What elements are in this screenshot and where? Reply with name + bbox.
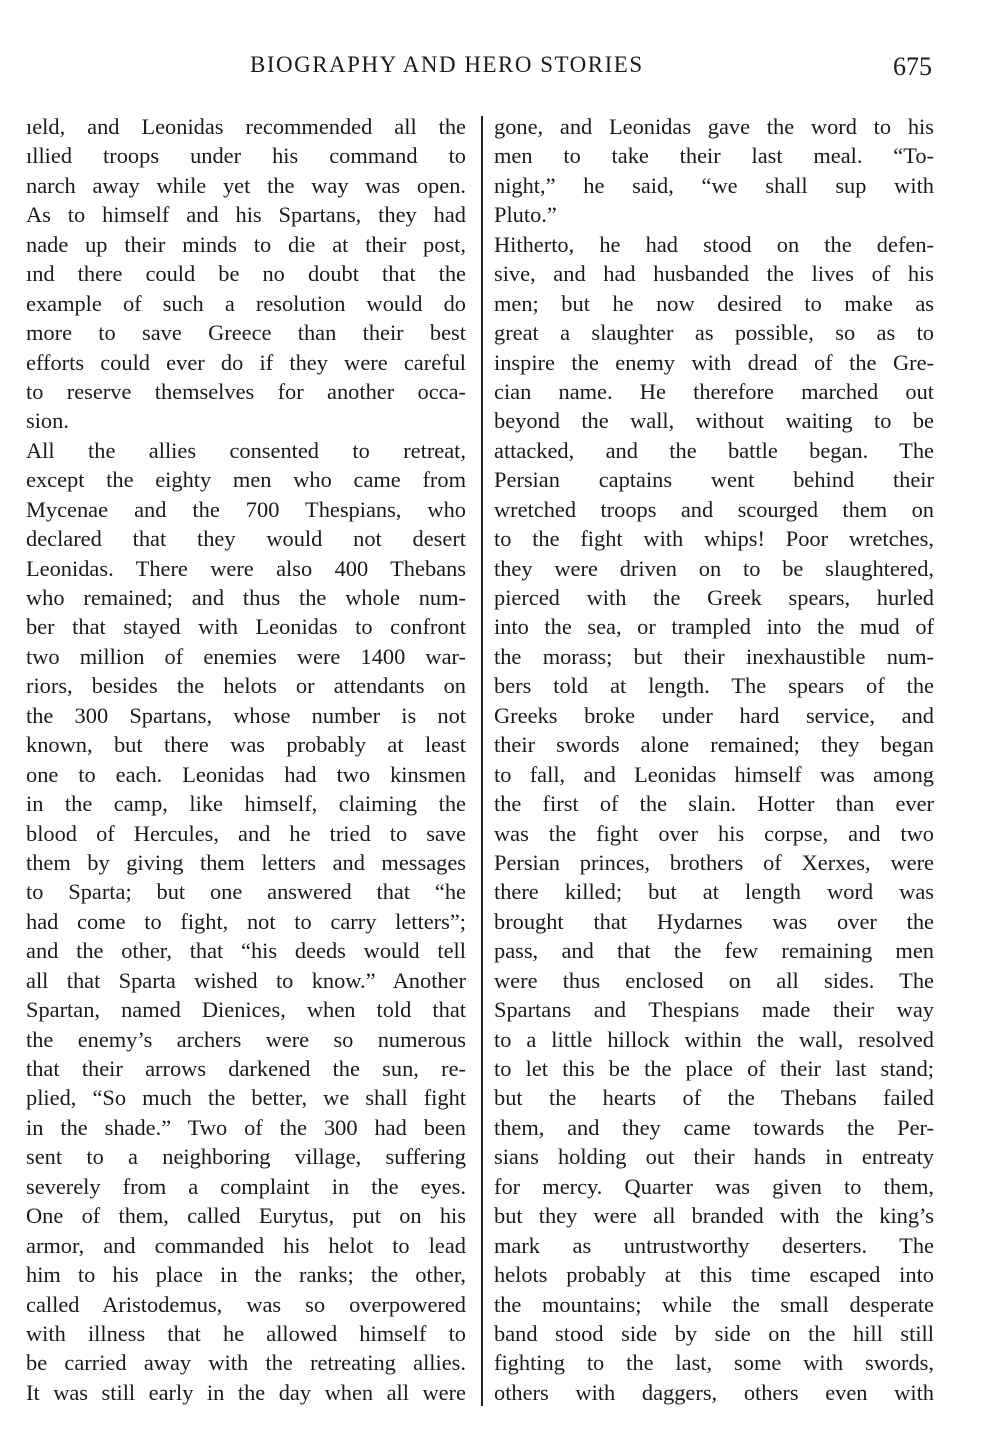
text-line: Leonidas. There were also 400 Thebans <box>26 555 466 581</box>
text-line: As to himself and his Spartans, they had <box>26 202 466 228</box>
text-line: more to save Greece than their best <box>26 320 466 346</box>
text-line: riors, besides the helots or attendants on <box>26 673 466 699</box>
text-line: men to take their last meal. “To- <box>494 143 934 169</box>
text-line: wretched troops and scourged them on <box>494 496 934 522</box>
text-line: sent to a neighboring village, suffering <box>26 1144 466 1170</box>
text-line: to Sparta; but one answered that “he <box>26 879 466 905</box>
text-line: the mountains; while the small desperate <box>494 1291 934 1317</box>
text-line: the morass; but their inexhaustible num- <box>494 643 934 669</box>
text-line: Persian captains went behind their <box>494 467 934 493</box>
text-line: who remained; and thus the whole num- <box>26 585 466 610</box>
text-line: declared that they would not desert <box>26 526 466 552</box>
text-line: nade up their minds to die at their post, <box>26 231 466 257</box>
text-line: others with daggers, others even with <box>494 1379 934 1405</box>
text-line: had come to fight, not to carry letters”; <box>26 908 466 934</box>
text-line: that their arrows darkened the sun, re- <box>26 1056 466 1081</box>
text-line: in the camp, like himself, claiming the <box>26 791 466 817</box>
text-line: all that Sparta wished to know.” Another <box>26 967 466 993</box>
text-line: beyond the wall, without waiting to be <box>494 408 934 434</box>
text-line: blood of Hercules, and he tried to save <box>26 820 466 846</box>
text-line: helots probably at this time escaped into <box>494 1262 934 1288</box>
text-line: ıllied troops under his command to <box>26 143 466 169</box>
page-number: 675 <box>893 52 932 81</box>
text-line: but the hearts of the Thebans failed <box>494 1085 934 1111</box>
text-line: sians holding out their hands in entreaty <box>494 1144 934 1170</box>
text-line: called Aristodemus, was so overpowered <box>26 1291 466 1317</box>
text-line: narch away while yet the way was open. <box>26 172 466 198</box>
text-line: to the fight with whips! Poor wretches, <box>494 526 934 552</box>
text-line: them by giving them letters and messages <box>26 849 466 875</box>
text-line: to fall, and Leonidas himself was among <box>494 761 934 787</box>
text-line: gone, and Leonidas gave the word to his <box>494 114 934 139</box>
text-line: Persian princes, brothers of Xerxes, were <box>494 849 934 875</box>
text-line: cian name. He therefore marched out <box>494 378 934 404</box>
column-divider <box>481 116 483 1406</box>
text-line: one to each. Leonidas had two kinsmen <box>26 761 466 787</box>
text-line: brought that Hydarnes was over the <box>494 908 934 934</box>
text-line: mark as untrustworthy deserters. The <box>494 1232 934 1258</box>
text-line: their swords alone remained; they began <box>494 732 934 758</box>
text-line: the first of the slain. Hotter than ever <box>494 791 934 817</box>
text-line: armor, and commanded his helot to lead <box>26 1232 466 1258</box>
text-line: severely from a complaint in the eyes. <box>26 1173 466 1199</box>
text-line: ınd there could be no doubt that the <box>26 261 466 287</box>
text-line: It was still early in the day when all were <box>26 1379 466 1405</box>
text-line: them, and they came towards the Per- <box>494 1114 934 1140</box>
text-line: but they were all branded with the king’s <box>494 1203 934 1229</box>
text-line: Spartan, named Dienices, when told that <box>26 997 466 1023</box>
text-line: in the shade.” Two of the 300 had been <box>26 1114 466 1140</box>
text-line: into the sea, or trampled into the mud of <box>494 614 934 640</box>
text-line: ıeld, and Leonidas recommended all the <box>26 114 466 139</box>
text-line: with illness that he allowed himself to <box>26 1320 466 1346</box>
text-line: Hitherto, he had stood on the defen- <box>494 231 934 257</box>
text-line: band stood side by side on the hill still <box>494 1320 934 1346</box>
text-line: him to his place in the ranks; the other, <box>26 1262 466 1288</box>
text-line: night,” he said, “we shall sup with <box>494 172 934 198</box>
text-line: attacked, and the battle began. The <box>494 437 934 463</box>
text-line: Greeks broke under hard service, and <box>494 702 934 728</box>
text-line: pierced with the Greek spears, hurled <box>494 585 934 610</box>
text-line: for mercy. Quarter was given to them, <box>494 1173 934 1199</box>
text-line: two million of enemies were 1400 war- <box>26 643 466 669</box>
text-line: plied, “So much the better, we shall fight <box>26 1085 466 1111</box>
text-line: sion. <box>26 408 69 434</box>
text-line: efforts could ever do if they were careful <box>26 349 466 375</box>
text-line: Pluto.” <box>494 202 557 228</box>
text-line: great a slaughter as possible, so as to <box>494 320 934 346</box>
text-line: Spartans and Thespians made their way <box>494 997 934 1023</box>
text-line: were thus enclosed on all sides. The <box>494 967 934 993</box>
text-line: was the fight over his corpse, and two <box>494 820 934 846</box>
left-column <box>26 112 466 1407</box>
text-line: Mycenae and the 700 Thespians, who <box>26 496 466 522</box>
text-line: there killed; but at length word was <box>494 879 934 905</box>
text-line: All the allies consented to retreat, <box>26 437 466 463</box>
text-line: except the eighty men who came from <box>26 467 466 493</box>
text-line: inspire the enemy with dread of the Gre- <box>494 349 934 375</box>
text-line: to a little hillock within the wall, resolved <box>494 1026 934 1052</box>
text-line: known, but there was probably at least <box>26 732 466 758</box>
text-line: men; but he now desired to make as <box>494 290 934 316</box>
text-line: bers told at length. The spears of the <box>494 673 934 699</box>
text-line: One of them, called Eurytus, put on his <box>26 1203 466 1229</box>
text-line: example of such a resolution would do <box>26 290 466 316</box>
text-line: the 300 Spartans, whose number is not <box>26 702 466 728</box>
text-line: be carried away with the retreating allies. <box>26 1350 466 1376</box>
text-line: to reserve themselves for another occa- <box>26 378 466 404</box>
text-line: pass, and that the few remaining men <box>494 938 934 964</box>
right-column <box>494 112 934 1407</box>
text-line: and the other, that “his deeds would tell <box>26 938 466 964</box>
text-line: to let this be the place of their last stand; <box>494 1056 934 1081</box>
text-line: the enemy’s archers were so numerous <box>26 1026 466 1052</box>
text-line: they were driven on to be slaughtered, <box>494 555 934 581</box>
text-line: ber that stayed with Leonidas to confront <box>26 614 466 640</box>
running-head: BIOGRAPHY AND HERO STORIES <box>250 52 644 77</box>
text-line: sive, and had husbanded the lives of his <box>494 261 934 287</box>
text-line: fighting to the last, some with swords, <box>494 1350 934 1376</box>
